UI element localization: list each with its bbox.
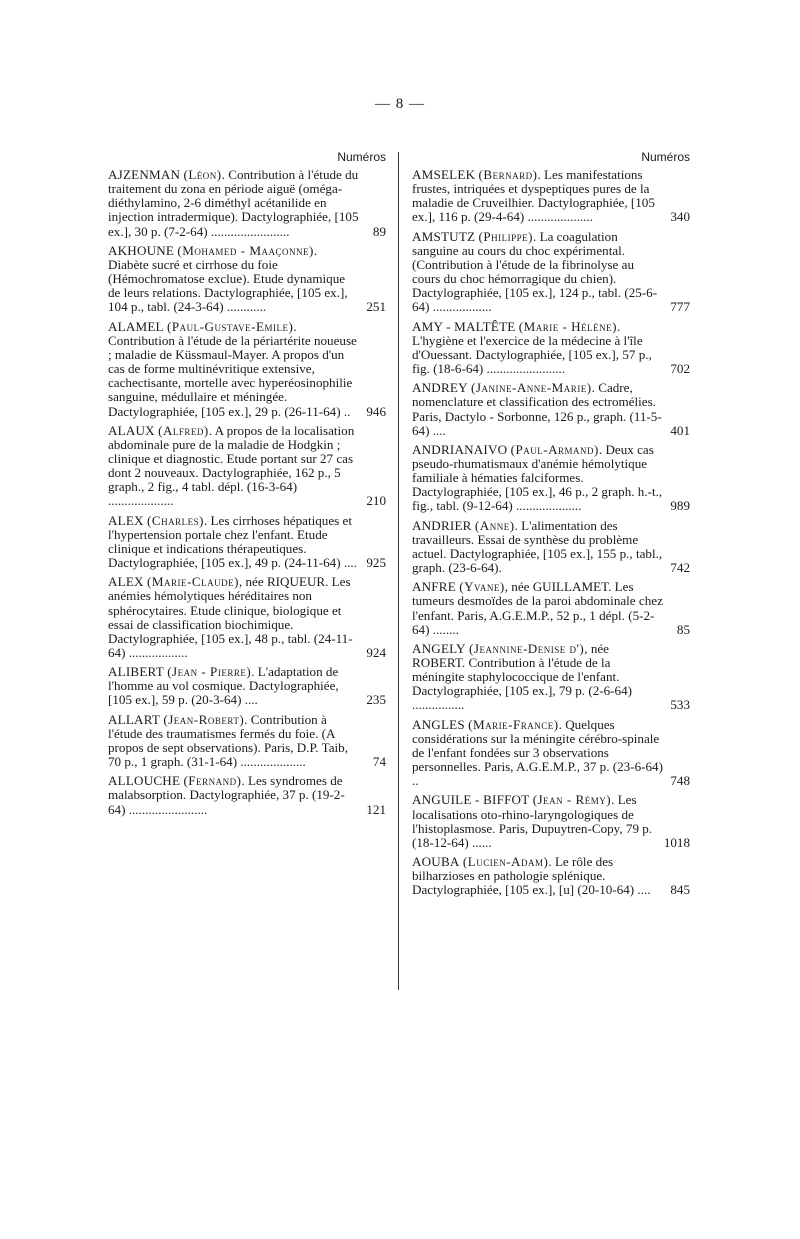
- author-given-names: (Jean - Pierre): [167, 664, 252, 680]
- author-given-names: (Charles): [147, 512, 204, 528]
- thesis-description: . Contribution à l'étude des traumatismes fermés du foie. (A propos de sept observations). Paris, D.P. Taib, 70 p., 1 graph. (31-1-64) ....................: [108, 711, 348, 770]
- author-given-names: (Jeannine-Denise d'): [469, 640, 585, 656]
- entry-text: [108, 665, 360, 707]
- author-given-names: (Anne): [474, 517, 515, 533]
- entry-text: [412, 718, 664, 789]
- page-number: — 8 —: [375, 96, 425, 112]
- author-given-names: (Philippe): [478, 228, 534, 244]
- entry-text: [412, 381, 664, 438]
- author-surname: ALLOUCHE: [108, 773, 181, 789]
- author-given-names: (Bernard): [478, 167, 538, 182]
- entry-text: [412, 320, 664, 377]
- thesis-number: 702: [670, 361, 690, 377]
- author-given-names: (Yvane): [459, 579, 505, 595]
- right-column: [412, 150, 690, 903]
- thesis-number: 340: [670, 209, 690, 225]
- author-given-names: (Jean-Robert): [163, 711, 245, 727]
- thesis-number: 85: [676, 621, 690, 637]
- thesis-entry: [412, 519, 690, 576]
- author-surname: ANDREY: [412, 380, 468, 396]
- thesis-entry: [412, 793, 690, 850]
- entry-text: [108, 774, 360, 816]
- left-entries: [108, 168, 386, 817]
- author-surname: AJZENMAN: [108, 167, 181, 182]
- thesis-number: 924: [366, 645, 386, 660]
- thesis-description: . Les manifestations frustes, intriquées et dyspeptiques pures de la maladie de Cruveilhier. Dactylographiée, [105 ex.], 116 p. (29-4-64) ....................: [412, 167, 655, 225]
- thesis-number: 235: [366, 692, 386, 708]
- author-surname: ANFRE: [412, 579, 456, 595]
- thesis-description: . Les cirrhoses hépatiques et l'hypertension portale chez l'enfant. Etude clinique et indications thérapeutiques. Dactylographiée, [105 ex.], 49 p. (24-11-64) ....: [108, 512, 357, 571]
- author-surname: ALEX: [108, 512, 144, 528]
- thesis-entry: [108, 575, 386, 660]
- thesis-description: . Les syndromes de malabsorption. Dactylographiée, 37 p. (19-2-64) ........................: [108, 773, 345, 817]
- entry-text: [412, 855, 664, 897]
- thesis-number: 845: [670, 882, 690, 898]
- author-surname: ANGUILE - BIFFOT: [412, 792, 530, 808]
- thesis-number: 89: [372, 223, 386, 239]
- entry-text: [412, 580, 664, 637]
- author-given-names: (Alfred): [158, 422, 209, 438]
- thesis-entry: [108, 774, 386, 816]
- thesis-description: . Contribution à l'étude du traitement du zona en période aiguë (oméga-diéthylamino, 2-6 diméthyl acétanilide en injection intradermique). Dactylographiée, [105 ex.], 30 p. (7-2-64) ........................: [108, 167, 359, 239]
- thesis-description: . L'adaptation de l'homme au vol cosmique. Dactylographiée, [105 ex.], 59 p. (20-3-64) ....: [108, 664, 339, 708]
- thesis-number: 74: [372, 754, 386, 770]
- thesis-entry: [412, 168, 690, 225]
- author-surname: ALAMEL: [108, 318, 164, 334]
- thesis-number: 401: [670, 422, 690, 438]
- author-given-names: (Paul-Armand): [510, 441, 599, 457]
- author-surname: ANDRIER: [412, 517, 472, 533]
- thesis-entry: [108, 665, 386, 707]
- thesis-number: 989: [670, 498, 690, 514]
- entry-text: [412, 519, 664, 576]
- thesis-description: . L'hygiène et l'exercice de la médecine à l'île d'Ouessant. Dactylographiée, [105 ex.], 57 p., fig. (18-6-64) ........................: [412, 318, 652, 377]
- entry-text: [108, 424, 360, 509]
- entry-text: [412, 230, 664, 315]
- column-header-left: Numéros: [337, 150, 386, 164]
- thesis-number: 210: [366, 493, 386, 509]
- thesis-description: . Contribution à l'étude de la périartérite noueuse ; maladie de Küssmaul-Mayer. A propos d'un cas de forme multinévritique extensive, cachectisante, mortelle avec hyperéosinophilie sanguine, médullaire et méningée. Dactylographiée, [105 ex.], 29 p. (26-11-64) ..: [108, 318, 357, 419]
- thesis-entry: [108, 514, 386, 571]
- thesis-description: . L'alimentation des travailleurs. Essai de synthèse du problème actuel. Dactylographiée, [105 ex.], 155 p., tabl., graph. (23-6-64).: [412, 517, 663, 576]
- thesis-number: 1018: [663, 834, 690, 850]
- thesis-description: , née GUILLAMET. Les tumeurs desmoïdes de la paroi abdominale chez l'enfant. Paris, A.G.E.M.P., 52 p., 1 dépl. (5-2-64) ........: [412, 579, 663, 637]
- thesis-entry: [108, 424, 386, 509]
- thesis-entry: [412, 855, 690, 897]
- author-given-names: (Paul-Gustave-Emile): [167, 318, 294, 334]
- thesis-entry: [412, 381, 690, 438]
- author-given-names: (Léon): [183, 167, 222, 182]
- thesis-number: 251: [366, 299, 386, 315]
- thesis-entry: [412, 443, 690, 514]
- author-given-names: (Mohamed - Maaçonne): [177, 242, 314, 258]
- entry-text: [108, 168, 360, 239]
- thesis-description: , née ROBERT. Contribution à l'étude de la méningite staphylococcique de l'enfant. Dactylographiée, [105 ex.], 79 p. (2-6-64) ................: [412, 640, 632, 713]
- thesis-description: , née RIQUEUR. Les anémies hémolytiques héréditaires non sphérocytaires. Etude clinique, biologique et essai de classification biochimique. Dactylographiée, [105 ex.], 48 p., tabl. (24-11-64) ..................: [108, 574, 353, 660]
- entry-text: [108, 575, 360, 660]
- entry-text: [108, 320, 360, 419]
- author-surname: AMSELEK: [412, 167, 476, 182]
- thesis-entry: [108, 320, 386, 419]
- author-surname: AMSTUTZ: [412, 228, 476, 244]
- thesis-description: . Deux cas pseudo-rhumatismaux d'anémie hémolytique familiale à hématies falciformes. Dactylographiée, [105 ex.], 46 p., 2 graph. h.-t., fig., tabl. (9-12-64) ....................: [412, 441, 663, 514]
- author-surname: AOUBA: [412, 854, 460, 870]
- right-entries: [412, 168, 690, 898]
- author-given-names: (Jean - Rémy): [532, 792, 612, 808]
- thesis-entry: [108, 713, 386, 770]
- thesis-description: . Diabète sucré et cirrhose du foie (Hémochromatose exclue). Etude dynamique de leurs relations. Dactylographiée, [105 ex.], 104 p., tabl. (24-3-64) ............: [108, 242, 348, 315]
- author-given-names: (Lucien-Adam): [462, 854, 549, 870]
- entry-text: [412, 168, 664, 225]
- author-surname: ALEX: [108, 574, 144, 590]
- thesis-description: . Quelques considérations sur la méningite cérébro-spinale de l'enfant fondées sur 3 observations personnelles. Paris, A.G.E.M.P., 37 p. (23-6-64) ..: [412, 716, 663, 789]
- left-column: [108, 150, 386, 822]
- thesis-description: . Cadre, nomenclature et classification des ectromélies. Paris, Dactylo - Sorbonne, 126 p., graph. (11-5-64) ....: [412, 380, 662, 438]
- column-header-right: Numéros: [641, 150, 690, 164]
- thesis-entry: [108, 244, 386, 315]
- entry-text: [108, 514, 360, 571]
- author-surname: ALAUX: [108, 422, 155, 438]
- entry-text: [412, 793, 664, 850]
- column-divider: [398, 152, 399, 990]
- thesis-number: 742: [670, 560, 690, 576]
- thesis-number: 777: [670, 299, 690, 315]
- author-given-names: (Fernand): [183, 773, 242, 789]
- author-surname: ALLART: [108, 711, 161, 727]
- author-surname: ANGLES: [412, 716, 465, 732]
- entry-text: [108, 244, 360, 315]
- author-given-names: (Marie-France): [468, 716, 559, 732]
- entry-text: [412, 443, 664, 514]
- entry-text: [108, 713, 360, 770]
- entry-text: [412, 642, 664, 713]
- author-given-names: (Marie-Claude): [147, 574, 239, 590]
- thesis-number: 748: [670, 773, 690, 789]
- thesis-description: . Les localisations oto-rhino-laryngologiques de l'histoplasmose. Paris, Dupuytren-Copy, 79 p. (18-12-64) ......: [412, 792, 653, 850]
- author-surname: ANDRIANAIVO: [412, 441, 508, 457]
- thesis-entry: [412, 580, 690, 637]
- thesis-description: . Le rôle des bilharzioses en pathologie splénique. Dactylographiée, [105 ex.], [u] (20-10-64) ....: [412, 854, 651, 898]
- thesis-description: . La coagulation sanguine au cours du choc expérimental. (Contribution à l'étude de la fibrinolyse au cours du choc hémorragique du chien). Dactylographiée, [105 ex.], 124 p., tabl. (25-6-64) ..................: [412, 228, 658, 315]
- thesis-description: . A propos de la localisation abdominale pure de la maladie de Hodgkin ; clinique et diagnostic. Etude portant sur 27 cas dont 2 nouveaux. Dactylographiée, 162 p., 5 graph., 2 fig., 4 tabl. dépl. (16-3-64) ....................: [108, 422, 355, 509]
- thesis-entry: [412, 718, 690, 789]
- thesis-entry: [412, 642, 690, 713]
- thesis-entry: [412, 230, 690, 315]
- thesis-entry: [412, 320, 690, 377]
- thesis-number: 533: [670, 697, 690, 713]
- thesis-number: 925: [366, 555, 386, 571]
- author-surname: AMY - MALTÊTE: [412, 318, 516, 334]
- thesis-entry: [108, 168, 386, 239]
- author-surname: ALIBERT: [108, 664, 164, 680]
- author-surname: AKHOUNE: [108, 242, 175, 258]
- thesis-number: 946: [366, 403, 386, 419]
- thesis-number: 121: [366, 801, 386, 817]
- author-surname: ANGELY: [412, 640, 466, 656]
- author-given-names: (Marie - Hélène): [518, 318, 617, 334]
- author-given-names: (Janine-Anne-Marie): [471, 380, 592, 396]
